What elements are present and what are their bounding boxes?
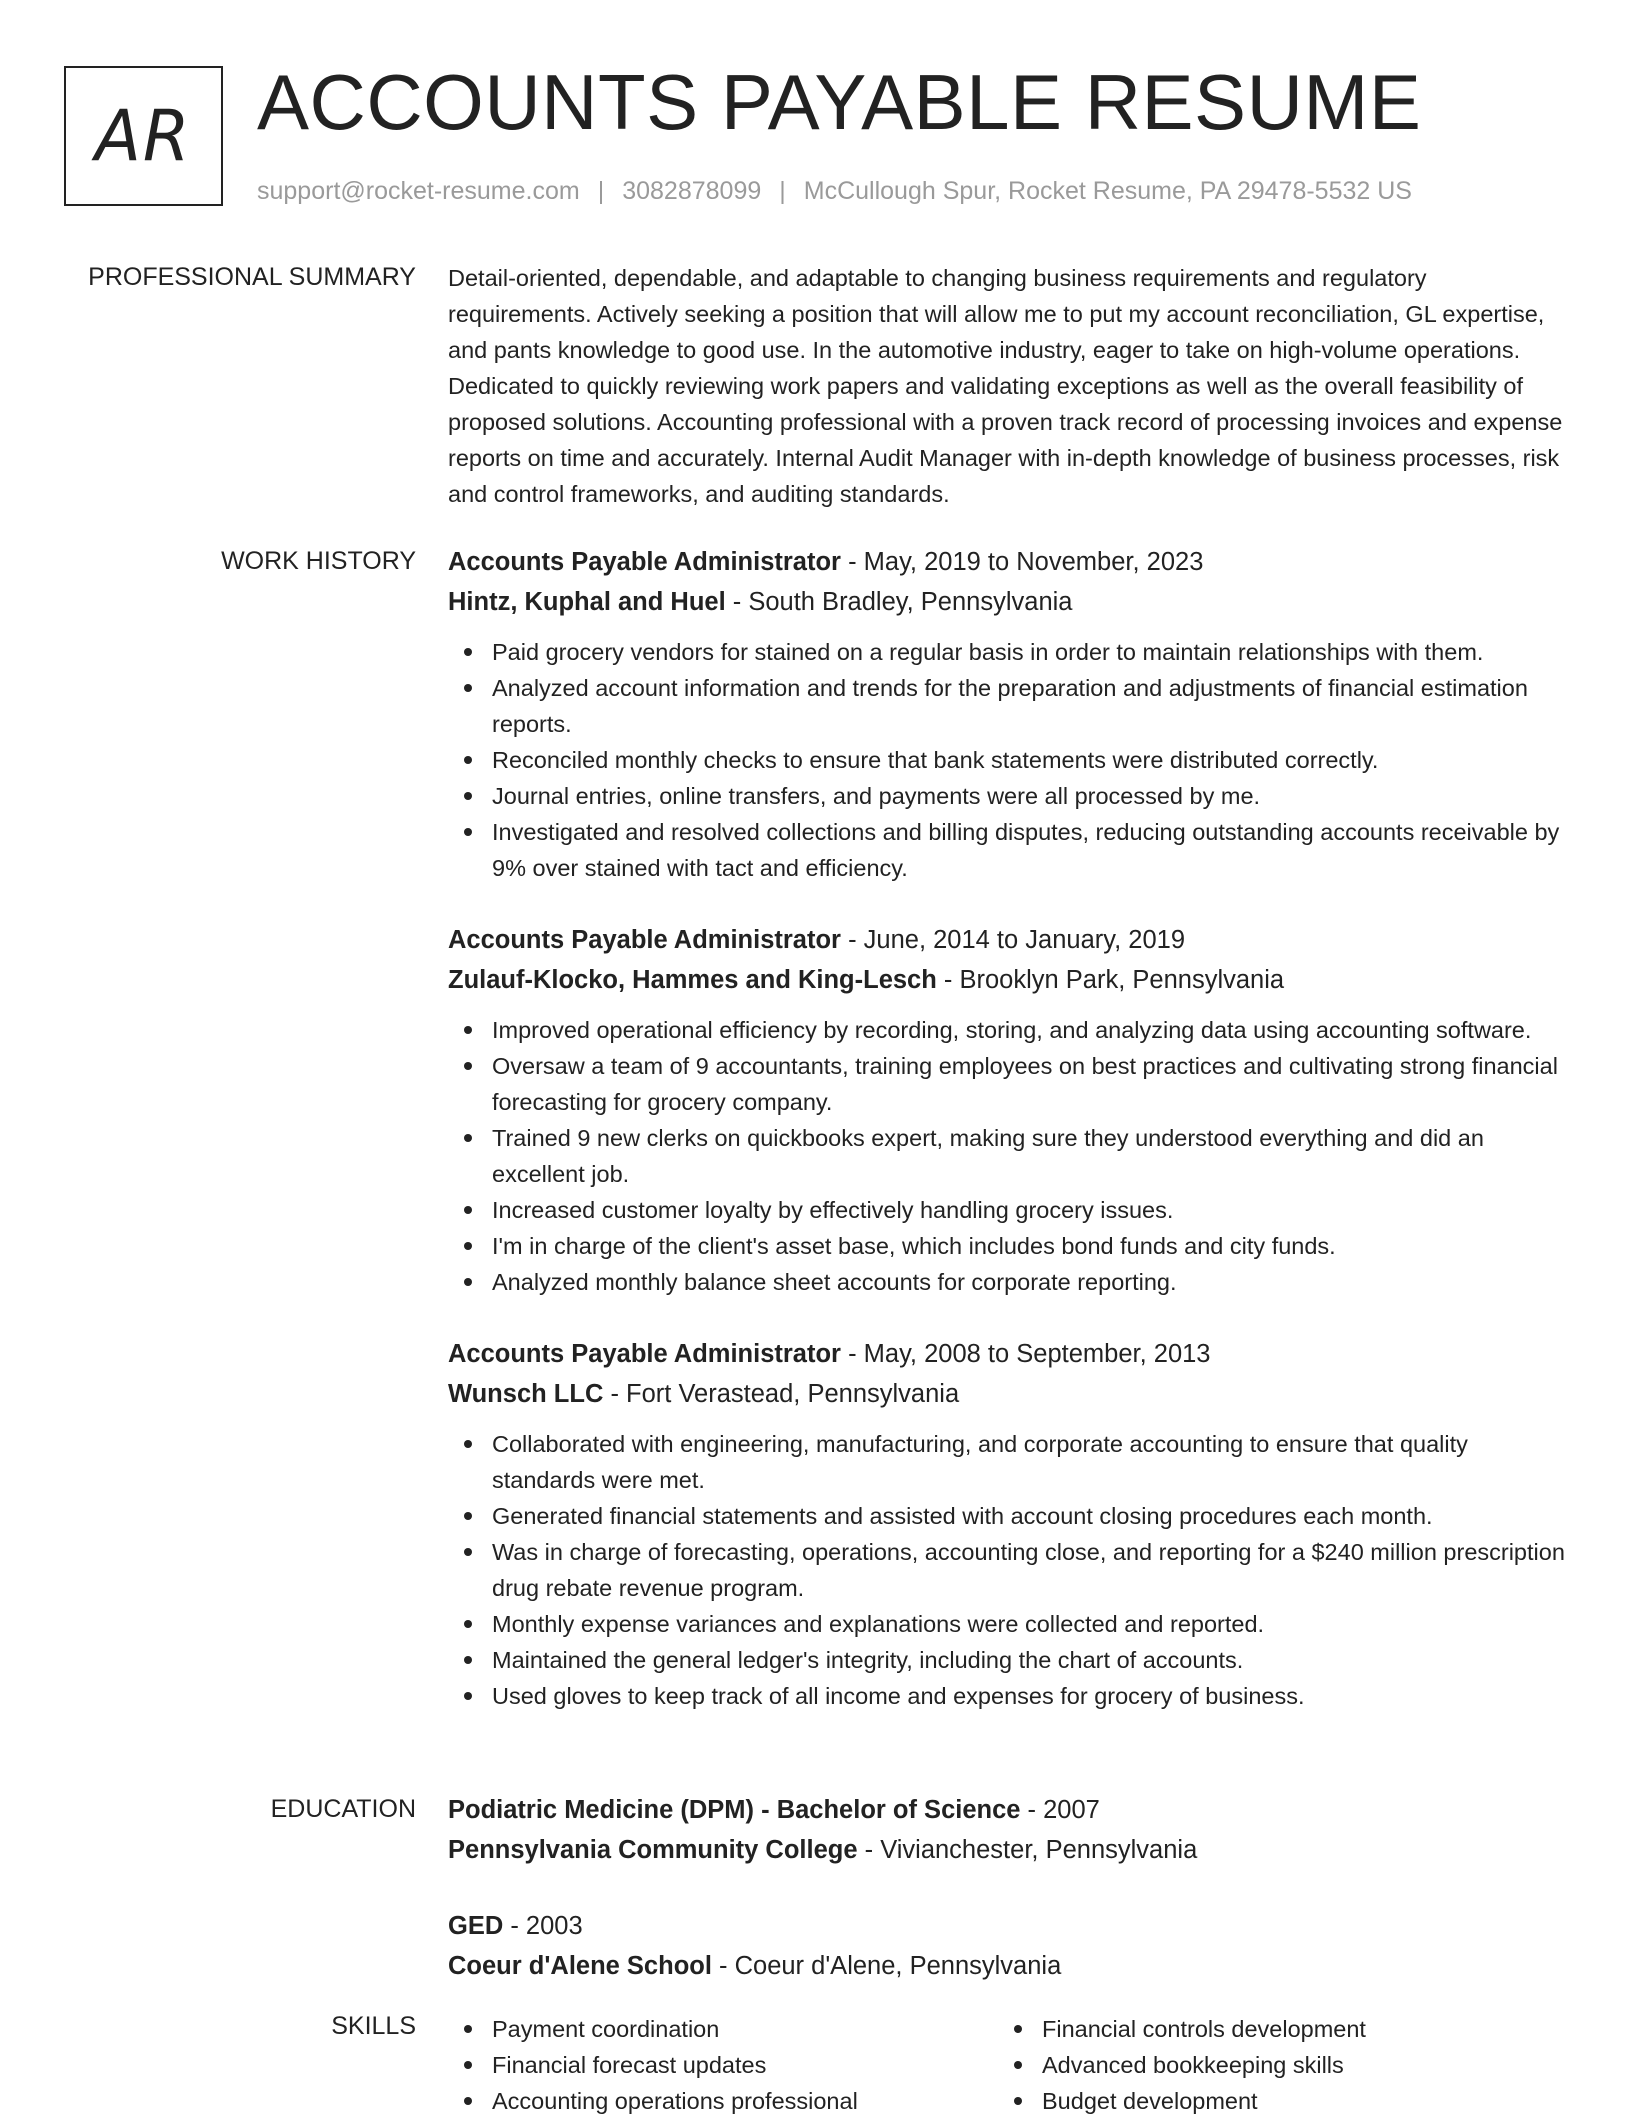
education-entry [448, 1790, 1566, 1870]
job-bullet: Monthly expense variances and explanations were collected and reported. [448, 1606, 1566, 1642]
education-school-line [448, 1946, 1566, 1986]
job-bullet: Analyzed monthly balance sheet accounts for corporate reporting. [448, 1264, 1566, 1300]
job-bullet: Was in charge of forecasting, operations, accounting close, and reporting for a $240 million prescription drug rebate revenue program. [448, 1534, 1566, 1606]
job-dates: - May, 2019 to November, 2023 [840, 548, 1204, 576]
job-bullet: Oversaw a team of 9 accountants, training employees on best practices and cultivating strong financial forecasting for grocery company. [448, 1048, 1566, 1120]
education-school: Coeur d'Alene School [448, 1952, 712, 1980]
contact-separator: | [779, 177, 786, 205]
job-bullet: Used gloves to keep track of all income and expenses for grocery of business. [448, 1678, 1566, 1714]
job-bullet: Collaborated with engineering, manufacturing, and corporate accounting to ensure that quality standards were met. [448, 1426, 1566, 1498]
job-location: - Fort Verastead, Pennsylvania [603, 1380, 960, 1408]
skill-item: Budget development [998, 2083, 1548, 2119]
job-bullet: Investigated and resolved collections and billing disputes, reducing outstanding accounts receivable by 9% over stained with tact and efficiency. [448, 814, 1566, 886]
job-bullet: Journal entries, online transfers, and payments were all processed by me. [448, 778, 1566, 814]
job-title: Accounts Payable Administrator [448, 926, 841, 954]
education-location: - Coeur d'Alene, Pennsylvania [711, 1952, 1062, 1980]
job-title-line [448, 1334, 1566, 1374]
job-company-line [448, 960, 1566, 1000]
contact-line [257, 176, 1412, 206]
job-bullet: Maintained the general ledger's integrity, including the chart of accounts. [448, 1642, 1566, 1678]
work-history-body [448, 542, 1566, 1748]
education-degree: GED [448, 1912, 504, 1940]
job-bullet: Reconciled monthly checks to ensure that bank statements were distributed correctly. [448, 742, 1566, 778]
education-degree-line [448, 1790, 1566, 1830]
contact-separator: | [597, 177, 605, 205]
section-label-summary: PROFESSIONAL SUMMARY [88, 263, 416, 291]
job-bullet: Increased customer loyalty by effectively handling grocery issues. [448, 1192, 1566, 1228]
job-company: Wunsch LLC [448, 1380, 604, 1408]
skill-item: Accounting operations professional [448, 2083, 998, 2119]
education-body [448, 1790, 1566, 2022]
education-year: - 2003 [503, 1912, 583, 1940]
job-bullet: Trained 9 new clerks on quickbooks expert, making sure they understood everything and did an excellent job. [448, 1120, 1566, 1192]
job-title: Accounts Payable Administrator [448, 548, 841, 576]
monogram-box [64, 66, 223, 206]
job-location: - Brooklyn Park, Pennsylvania [936, 966, 1285, 994]
skill-item: Financial forecast updates [448, 2047, 998, 2083]
job-dates: - June, 2014 to January, 2019 [840, 926, 1185, 954]
contact-email[interactable]: support@rocket-resume.com [257, 177, 580, 205]
section-label-skills: SKILLS [331, 2012, 416, 2040]
education-school: Pennsylvania Community College [448, 1836, 858, 1864]
job-company-line [448, 1374, 1566, 1414]
job-title-line [448, 920, 1566, 960]
skills-column-left [448, 2011, 998, 2119]
summary-text: Detail-oriented, dependable, and adaptable to changing business requirements and regulatory requirements. Actively seeking a position that will allow me to put my account reconciliation, GL expertise, and pants knowledge to good use. In the automotive industry, eager to take on high-volume operations. Dedicated to quickly reviewing work papers and validating exceptions as well as the overall feasibility of proposed solutions. Accounting professional with a proven track record of processing invoices and expense reports on time and accurately. Internal Audit Manager with in-depth knowledge of business processes, risk and control frameworks, and auditing standards. [448, 265, 1563, 507]
education-entry [448, 1906, 1566, 1986]
skills-column-right [998, 2011, 1548, 2119]
job-company: Zulauf-Klocko, Hammes and King-Lesch [448, 966, 937, 994]
job-title-line [448, 542, 1566, 582]
job-entry [448, 1334, 1566, 1714]
job-dates: - May, 2008 to September, 2013 [840, 1340, 1211, 1368]
resume-title: ACCOUNTS PAYABLE RESUME [257, 58, 1422, 146]
education-location: - Vivianchester, Pennsylvania [857, 1836, 1198, 1864]
job-bullet: Generated financial statements and assisted with account closing procedures each month. [448, 1498, 1566, 1534]
section-label-education: EDUCATION [270, 1795, 416, 1823]
skill-item: Payment coordination [448, 2011, 998, 2047]
job-company-line [448, 582, 1566, 622]
education-degree-line [448, 1906, 1566, 1946]
contact-phone[interactable]: 3082878099 [622, 177, 762, 205]
skill-item: Advanced bookkeeping skills [998, 2047, 1548, 2083]
education-degree: Podiatric Medicine (DPM) - Bachelor of Science [448, 1796, 1021, 1824]
job-bullet: Improved operational efficiency by recording, storing, and analyzing data using accounting software. [448, 1012, 1566, 1048]
job-bullets [448, 1426, 1566, 1714]
education-school-line [448, 1830, 1566, 1870]
skills-body [448, 2011, 1566, 2119]
job-entry [448, 920, 1566, 1300]
job-bullets [448, 1012, 1566, 1300]
summary-body [448, 260, 1566, 512]
section-label-work-history: WORK HISTORY [221, 547, 416, 575]
job-bullets [448, 634, 1566, 886]
contact-address: McCullough Spur, Rocket Resume, PA 29478-5532 US [803, 177, 1412, 205]
skills-grid [448, 2011, 1566, 2119]
job-company: Hintz, Kuphal and Huel [448, 588, 726, 616]
skill-item: Financial controls development [998, 2011, 1548, 2047]
education-year: - 2007 [1020, 1796, 1100, 1824]
job-location: - South Bradley, Pennsylvania [725, 588, 1073, 616]
job-entry [448, 542, 1566, 886]
job-bullet: I'm in charge of the client's asset base, which includes bond funds and city funds. [448, 1228, 1566, 1264]
job-bullet: Paid grocery vendors for stained on a regular basis in order to maintain relationships with them. [448, 634, 1566, 670]
job-title: Accounts Payable Administrator [448, 1340, 841, 1368]
job-bullet: Analyzed account information and trends for the preparation and adjustments of financial estimation reports. [448, 670, 1566, 742]
monogram-initials: AR [95, 95, 192, 177]
